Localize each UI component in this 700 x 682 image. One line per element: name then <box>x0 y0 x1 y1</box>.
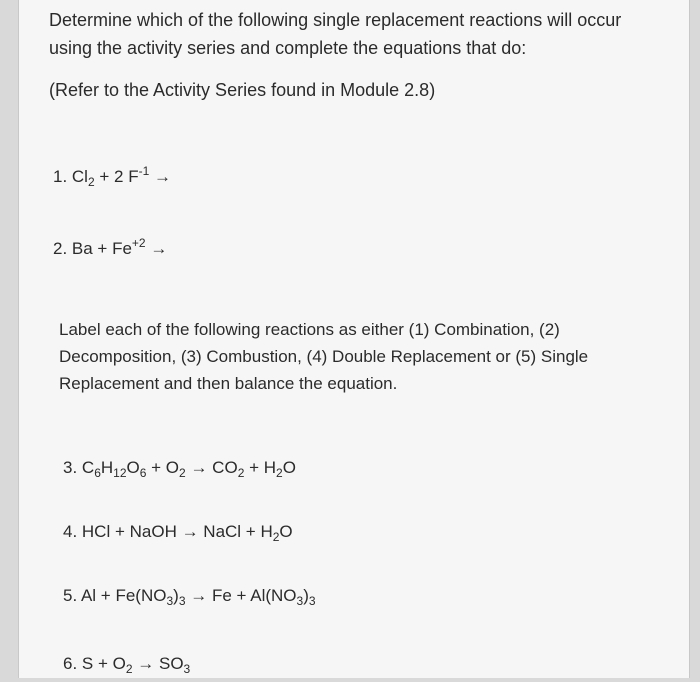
worksheet <box>18 0 690 678</box>
equation-6: 6. $S + O_2 \to SO_3$ <box>63 654 191 676</box>
activity-series-reference: (Refer to the Activity Series found in Module 2.8) <box>49 80 436 100</box>
equation-4: 4. HCl + NaOH → NaCl + $H_2O$ <box>63 522 293 544</box>
equation-2: 2. $Ba + Fe^{+2}$ → <box>53 236 168 258</box>
equation-3: 3. $C_6H_{12}O_6 + O_2 \to CO_2 + H_2O$ <box>63 458 296 480</box>
equation-5: 5. $Al + Fe(NO_3)_3 \to Fe + Al(NO_3)_3$ <box>63 586 316 608</box>
question-intro-2: Label each of the following reactions as either (1) Combination, (2) Decomposition, (3) Combustion, (4) Double Replacement or (5) Single Replacement and then balance the equation. <box>59 320 589 393</box>
equation-1: 1. $Cl_2 + 2$ $F^{-1}$ → <box>53 164 171 189</box>
question-intro-1: Determine which of the following single replacement reactions will occur using the activity series and complete the equations that do: <box>49 10 622 58</box>
